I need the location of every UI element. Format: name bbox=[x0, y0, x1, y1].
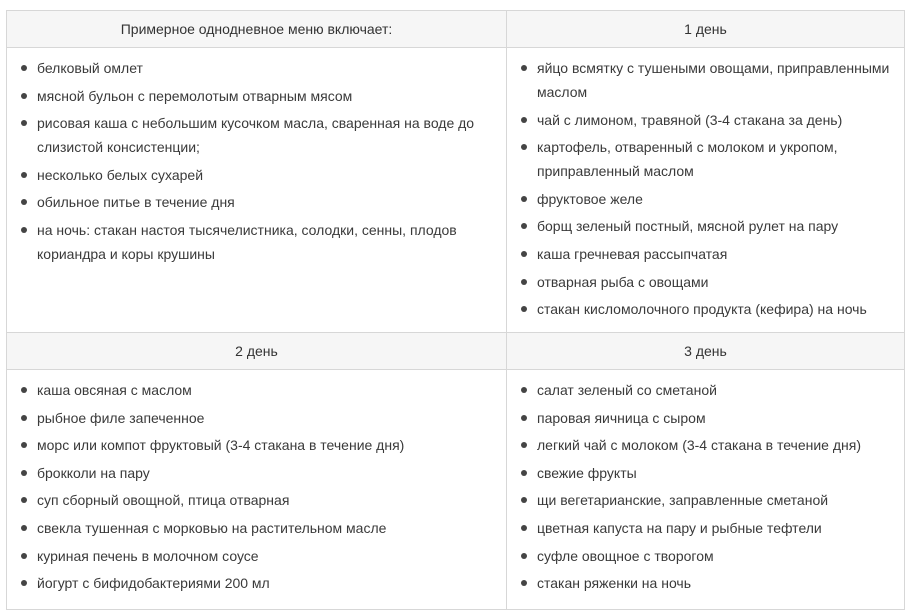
list-item-text: мясной бульон с перемолотым отварным мясом bbox=[37, 87, 353, 104]
list-item-text: на ночь: стакан настоя тысячелистника, солодки, сенны, плодов кориандра и коры крушины bbox=[37, 221, 457, 262]
list-item bbox=[21, 571, 496, 595]
bullet-icon bbox=[21, 120, 27, 126]
bullet-icon bbox=[521, 525, 527, 531]
content-cell-general bbox=[7, 48, 507, 333]
content-row bbox=[7, 370, 905, 610]
bullet-icon bbox=[21, 525, 27, 531]
menu-list bbox=[7, 48, 506, 266]
content-cell-day-3 bbox=[507, 370, 905, 610]
list-item-text: каша гречневая рассыпчатая bbox=[537, 245, 728, 262]
list-item-text: стакан кисломолочного продукта (кефира) на ночь bbox=[537, 301, 867, 318]
bullet-icon bbox=[21, 497, 27, 503]
bullet-icon bbox=[521, 196, 527, 202]
bullet-icon bbox=[21, 93, 27, 99]
list-item bbox=[521, 242, 894, 266]
bullet-icon bbox=[521, 251, 527, 257]
menu-list bbox=[507, 370, 904, 595]
menu-list bbox=[7, 370, 506, 595]
list-item bbox=[21, 56, 496, 80]
bullet-icon bbox=[521, 415, 527, 421]
list-item bbox=[21, 461, 496, 485]
list-item-text: рисовая каша с небольшим кусочком масла, сваренная на воде до слизистой консистенции; bbox=[37, 115, 475, 156]
list-item bbox=[521, 135, 894, 183]
list-item-text: щи вегетарианские, заправленные сметаной bbox=[537, 492, 829, 509]
list-item bbox=[521, 571, 894, 595]
list-item-text: паровая яичница с сыром bbox=[537, 409, 706, 426]
bullet-icon bbox=[521, 387, 527, 393]
list-item bbox=[521, 461, 894, 485]
list-item-text: отварная рыба с овощами bbox=[537, 273, 709, 290]
list-item bbox=[521, 187, 894, 211]
bullet-icon bbox=[21, 415, 27, 421]
list-item bbox=[521, 544, 894, 568]
bullet-icon bbox=[21, 553, 27, 559]
list-item-text: обильное питье в течение дня bbox=[37, 194, 235, 211]
list-item-text: морс или компот фруктовый (3-4 стакана в течение дня) bbox=[37, 437, 405, 454]
list-item bbox=[21, 406, 496, 430]
bullet-icon bbox=[521, 497, 527, 503]
list-item-text: стакан ряженки на ночь bbox=[537, 575, 692, 592]
list-item bbox=[521, 270, 894, 294]
bullet-icon bbox=[521, 117, 527, 123]
list-item-text: белковый омлет bbox=[37, 60, 143, 76]
bullet-icon bbox=[521, 553, 527, 559]
bullet-icon bbox=[21, 387, 27, 393]
content-cell-day-1 bbox=[507, 48, 905, 333]
list-item-text: борщ зеленый постный, мясной рулет на пару bbox=[537, 218, 839, 235]
header-cell-general: Примерное однодневное меню включает: bbox=[7, 11, 507, 48]
list-item-text: рыбное филе запеченное bbox=[37, 409, 205, 426]
bullet-icon bbox=[21, 172, 27, 178]
list-item-text: суп сборный овощной, птица отварная bbox=[37, 492, 290, 509]
list-item bbox=[21, 190, 496, 214]
header-row bbox=[7, 333, 905, 370]
list-item bbox=[521, 297, 894, 321]
list-item bbox=[21, 378, 496, 402]
list-item bbox=[21, 433, 496, 457]
list-item bbox=[21, 488, 496, 512]
list-item bbox=[21, 163, 496, 187]
list-item-text: чай с лимоном, травяной (3-4 стакана за день) bbox=[537, 111, 843, 128]
bullet-icon bbox=[521, 306, 527, 312]
list-item-text: картофель, отваренный с молоком и укропом, приправленный маслом bbox=[537, 139, 838, 180]
list-item-text: йогурт с бифидобактериями 200 мл bbox=[37, 575, 270, 592]
list-item-text: фруктовое желе bbox=[537, 190, 643, 207]
bullet-icon bbox=[521, 223, 527, 229]
content-row bbox=[7, 48, 905, 333]
content-cell-day-2 bbox=[7, 370, 507, 610]
bullet-icon bbox=[21, 470, 27, 476]
list-item-text: салат зеленый со сметаной bbox=[537, 382, 717, 398]
bullet-icon bbox=[521, 279, 527, 285]
list-item bbox=[21, 516, 496, 540]
list-item-text: суфле овощное с творогом bbox=[537, 547, 714, 564]
list-item-text: цветная капуста на пару и рыбные тефтели bbox=[537, 519, 822, 536]
bullet-icon bbox=[521, 65, 527, 71]
list-item bbox=[521, 378, 894, 402]
list-item bbox=[521, 433, 894, 457]
list-item-text: свежие фрукты bbox=[537, 464, 637, 481]
list-item-text: несколько белых сухарей bbox=[37, 166, 204, 183]
list-item bbox=[21, 218, 496, 266]
bullet-icon bbox=[521, 580, 527, 586]
list-item bbox=[521, 56, 894, 104]
bullet-icon bbox=[521, 470, 527, 476]
list-item bbox=[21, 84, 496, 108]
list-item bbox=[521, 406, 894, 430]
list-item bbox=[521, 516, 894, 540]
header-cell-day-3: 3 день bbox=[507, 333, 905, 370]
list-item-text: брокколи на пару bbox=[37, 464, 150, 481]
list-item-text: легкий чай с молоком (3-4 стакана в течение дня) bbox=[537, 437, 862, 454]
list-item bbox=[521, 214, 894, 238]
list-item-text: куриная печень в молочном соусе bbox=[37, 547, 259, 564]
list-item bbox=[521, 108, 894, 132]
bullet-icon bbox=[21, 442, 27, 448]
bullet-icon bbox=[521, 144, 527, 150]
list-item-text: яйцо всмятку с тушеными овощами, приправленными маслом bbox=[537, 60, 890, 100]
list-item bbox=[21, 544, 496, 568]
list-item-text: каша овсяная с маслом bbox=[37, 382, 192, 398]
header-cell-day-2: 2 день bbox=[7, 333, 507, 370]
list-item bbox=[21, 111, 496, 159]
bullet-icon bbox=[21, 65, 27, 71]
bullet-icon bbox=[21, 199, 27, 205]
list-item-text: свекла тушенная с морковью на растительном масле bbox=[37, 519, 387, 536]
bullet-icon bbox=[21, 227, 27, 233]
header-cell-day-1: 1 день bbox=[507, 11, 905, 48]
list-item bbox=[521, 488, 894, 512]
bullet-icon bbox=[521, 442, 527, 448]
menu-list bbox=[507, 48, 904, 321]
bullet-icon bbox=[21, 580, 27, 586]
menu-table bbox=[6, 10, 905, 610]
header-row bbox=[7, 11, 905, 48]
